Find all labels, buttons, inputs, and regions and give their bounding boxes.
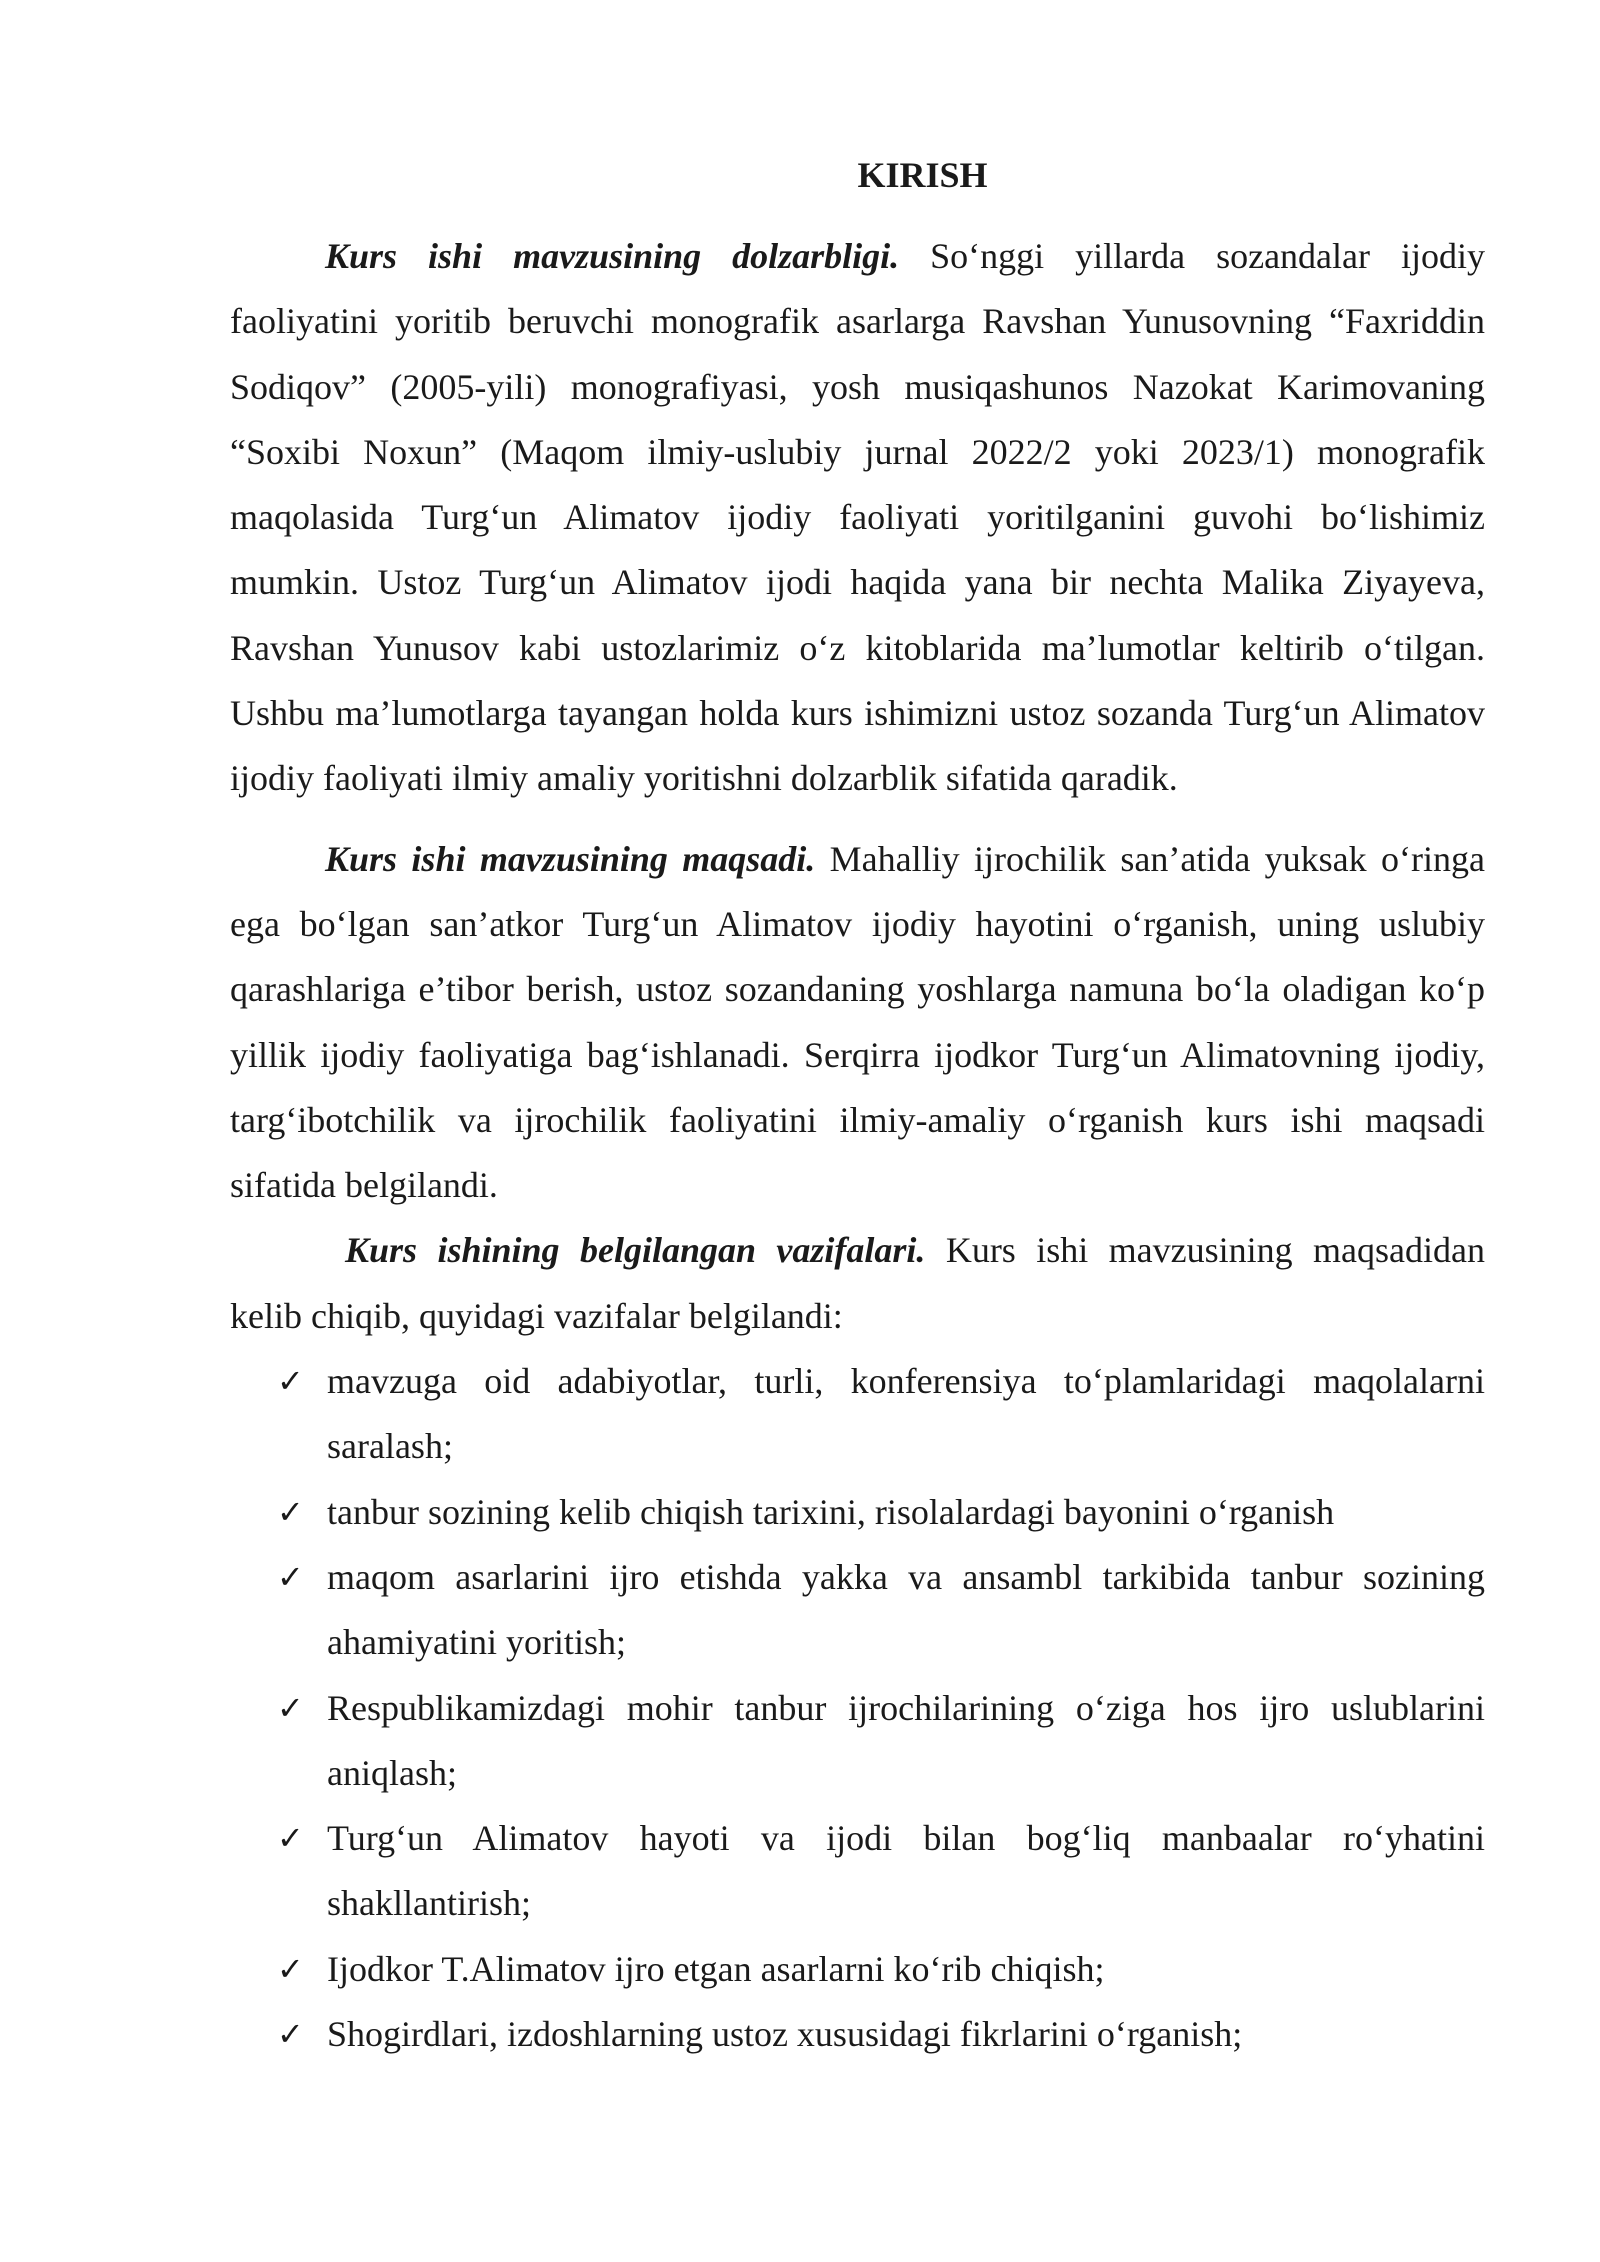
task-list <box>230 1349 1485 2067</box>
check-icon: ✓ <box>277 1362 304 1401</box>
task-text: mavzuga oid adabiyotlar, turli, konferensiya to‘plamlaridagi maqolalarni saralash; <box>327 1361 1485 1467</box>
task-text: Shogirdlari, izdoshlarning ustoz xususidagi fikrlarini o‘rganish; <box>327 2014 1243 2055</box>
page-title: KIRISH <box>857 155 988 195</box>
section-text: Kurs ishi mavzusining maqsadidan kelib chiqib, quyidagi vazifalar belgilandi: <box>230 1230 1485 1336</box>
section-heading: Kurs ishi mavzusining maqsadi. <box>325 838 816 879</box>
section-maqsadi <box>230 827 1485 1219</box>
list-item <box>230 1937 1485 2002</box>
task-text: Ijodkor T.Alimatov ijro etgan asarlarni ko‘rib chiqish; <box>327 1948 1105 1989</box>
check-icon: ✓ <box>277 2015 304 2054</box>
section-dolzarbligi <box>230 224 1485 812</box>
list-item <box>230 1806 1485 1937</box>
section-text: So‘nggi yillarda sozandalar ijodiy faoliyatini yoritib beruvchi monografik asarlarga Ravshan Yunusovning “Faxriddin Sodiqov” (2005-yili) monografiyasi, yosh musiqashunos Nazokat Karimovaning “Soxibi Noxun” (Maqom ilmiy-uslubiy jurnal 2022/2 yoki 2023/1) monografik maqolasida Turg‘un Alimatov ijodiy faoliyati yoritilganini guvohi bo‘lishimiz mumkin. Ustoz Turg‘un Alimatov ijodi haqida yana bir nechta Malika Ziyayeva, Ravshan Yunusov kabi ustozlarimiz o‘z kitoblarida ma’lumotlar keltirib o‘tilgan. Ushbu ma’lumotlarga tayangan holda kurs ishimizni ustoz sozanda Turg‘un Alimatov ijodiy faoliyati ilmiy amaliy yoritishni dolzarblik sifatida qaradik. <box>230 236 1485 799</box>
document-page <box>230 145 1485 2067</box>
task-text: tanbur sozining kelib chiqish tarixini, risolalardagi bayonini o‘rganish <box>327 1491 1335 1532</box>
check-icon: ✓ <box>277 1949 304 1988</box>
check-icon: ✓ <box>277 1819 304 1858</box>
task-text: Turg‘un Alimatov hayoti va ijodi bilan bog‘liq manbaalar ro‘yhatini shakllantirish; <box>327 1818 1485 1924</box>
check-icon: ✓ <box>277 1557 304 1596</box>
section-heading: Kurs ishining belgilangan vazifalari. <box>345 1230 926 1271</box>
check-icon: ✓ <box>277 1492 304 1531</box>
section-vazifalari <box>230 1218 1485 1349</box>
check-icon: ✓ <box>277 1688 304 1727</box>
section-text: Mahalliy ijrochilik san’atida yuksak o‘ringa ega bo‘lgan san’atkor Turg‘un Alimatov ijodiy hayotini o‘rganish, uning uslubiy qarashlariga e’tibor berish, ustoz sozandaning yoshlarga namuna bo‘la oladigan ko‘p yillik ijodiy faoliyatiga bag‘ishlanadi. Serqirra ijodkor Turg‘un Alimatovning ijodiy, targ‘ibotchilik va ijrochilik faoliyatini ilmiy-amaliy o‘rganish kurs ishi maqsadi sifatida belgilandi. <box>230 838 1485 1206</box>
list-item <box>230 1545 1485 1676</box>
list-item <box>230 1676 1485 1807</box>
list-item <box>230 1349 1485 1480</box>
task-text: Respublikamizdagi mohir tanbur ijrochilarining o‘ziga hos ijro uslublarini aniqlash; <box>327 1687 1485 1793</box>
list-item <box>230 1480 1485 1545</box>
list-item <box>230 2002 1485 2067</box>
task-text: maqom asarlarini ijro etishda yakka va ansambl tarkibida tanbur sozining ahamiyatini yoritish; <box>327 1556 1485 1663</box>
section-heading: Kurs ishi mavzusining dolzarbligi. <box>325 236 900 276</box>
